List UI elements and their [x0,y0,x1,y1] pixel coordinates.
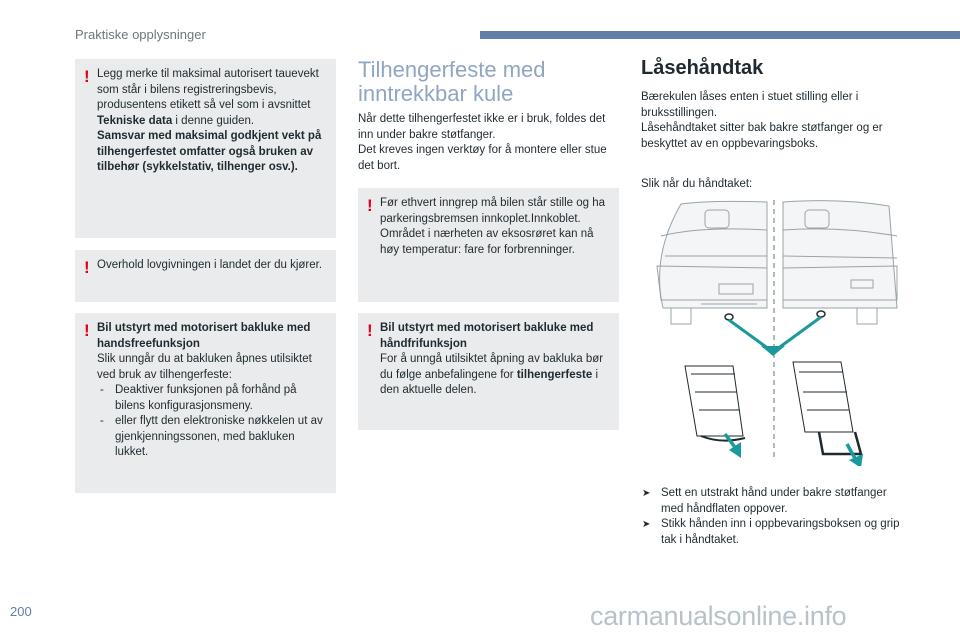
link-technical-data[interactable]: Tekniske data [97,114,173,127]
warning-icon: ! [84,321,90,340]
note-bold-text: Bil utstyrt med motorisert bakluke med handsfreefunksjon [97,322,311,350]
header-accent-bar [480,31,960,39]
step-arrow-icon: ➤ [642,488,651,499]
tow-hitch-handle-illustration [641,196,903,466]
step-arrow-icon: ➤ [642,519,651,530]
subsection-title: Låsehåndtak [641,57,764,79]
warning-icon: ! [367,196,373,215]
list-item: ➤ Sett en utstrakt hånd under bakre støtfanger med håndflaten oppover. [642,487,887,515]
warning-icon: ! [84,258,90,277]
section-header: Praktiske opplysninger [75,27,206,42]
right-paragraph: Bærekulen låses enten i stuet stilling eller i bruksstillingen. Låsehåndtaket sitter bak bakre støtfanger og er beskyttet av en oppbevaringsboks. [641,91,883,150]
attachment-points [725,311,825,320]
warning-note-max-weight [75,59,336,238]
instruction-list [97,383,324,461]
warning-icon: ! [84,67,90,86]
page-title: Tilhengerfeste med inntrekkbar kule [358,57,546,106]
note-text: Slik unngår du at bakluken åpnes utilsiktet ved bruk av tilhengerfeste: [97,353,312,381]
callout-lines [729,317,821,356]
note-text: Overhold lovgivningen i landet der du kjører. [97,259,323,271]
intro-text: Når dette tilhengerfestet ikke er i bruk, foldes det inn under bakre støtfanger. Det kreves ingen verktøy for å montere eller stue det bort. [358,113,607,172]
handle-box-right [793,362,861,454]
note-bold-text: Samsvar med maksimal godkjent vekt på tilhengerfestet omfatter også bruken av tilbehør (sykkelstativ, tilhenger osv.). [97,130,322,173]
car-rear-right [783,201,897,324]
step-list [641,486,911,548]
list-item: - eller flytt den elektroniske nøkkelen ut av gjenkjenningssonen, med bakluken lukket. [97,414,324,461]
warning-note-handsfree [358,313,619,430]
warning-icon: ! [367,321,373,340]
list-item: ➤ Stikk hånden inn i oppbevaringsboksen og grip tak i håndtaket. [642,518,900,546]
warning-note-tailgate [75,313,336,493]
warning-note-parking-brake [358,188,619,302]
handle-box-left [685,366,745,441]
right-paragraph-access: Slik når du håndtaket: [641,178,753,190]
list-item: - Deaktiver funksjonen på forhånd på bilens konfigurasjonsmeny. [97,383,324,414]
note-text: For å unngå utilsiktet åpning av bakluka bør du følge anbefalingene for tilhengerfeste i den aktuelle delen. [380,353,604,396]
note-bold-text: Bil utstyrt med motorisert bakluke med håndfrifunksjon [380,322,594,350]
car-rear-left [657,201,767,324]
note-text: Legg merke til maksimal autorisert tauevekt som står i bilens registreringsbevis, produsentens etikett så vel som i avsnittet Tekniske data i denne guiden. [97,68,319,127]
warning-note-legislation [75,250,336,302]
pull-arrows [725,434,863,466]
link-tow-hitch[interactable]: tilhengerfeste [516,368,593,381]
watermark: carmanualsonline.info [590,601,847,631]
note-text: Før ethvert inngrep må bilen står stille og ha parkeringsbremsen innkoplet.Innkoblet. Området i nærheten av eksosrøret kan nå høy temperatur: fare for forbrenninger. [380,197,605,256]
page-number: 200 [10,604,32,619]
